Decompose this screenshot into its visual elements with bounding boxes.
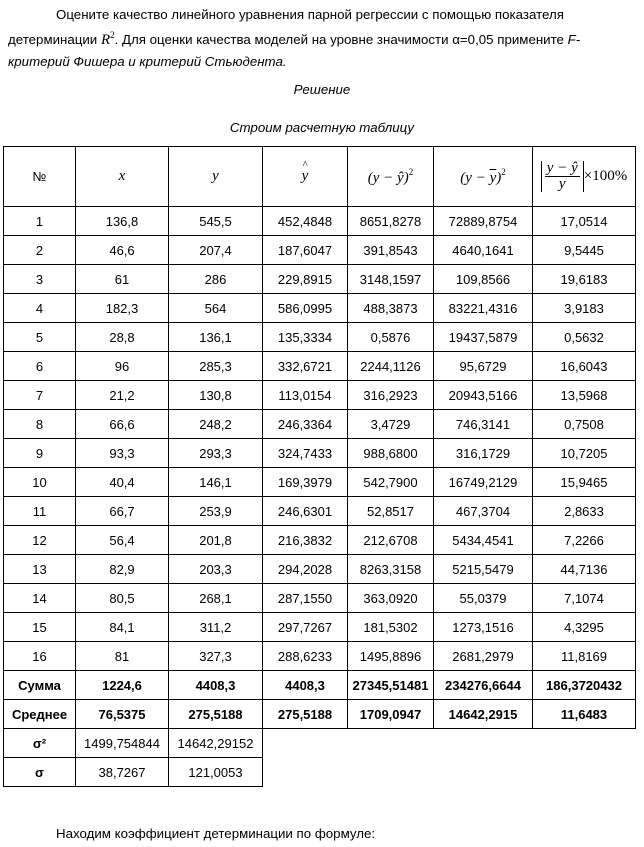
- table-cell: 3148,1597: [348, 265, 434, 294]
- table-body: [4, 207, 636, 787]
- table-cell: 96: [76, 352, 169, 381]
- table-cell: 0,7508: [533, 410, 636, 439]
- table-cell: 11,6483: [533, 700, 636, 729]
- table-cell: 216,3832: [263, 526, 348, 555]
- table-cell: 16: [4, 642, 76, 671]
- sigma-row: [4, 758, 636, 787]
- sq-dev-ybar: $\overline{y}$: [489, 169, 497, 186]
- table-cell: 84,1: [76, 613, 169, 642]
- table-cell: 16,6043: [533, 352, 636, 381]
- table-row: [4, 613, 636, 642]
- table-cell: 327,3: [169, 642, 263, 671]
- table-cell: 1224,6: [76, 671, 169, 700]
- table-cell: 136,1: [169, 323, 263, 352]
- table-cell: 1: [4, 207, 76, 236]
- empty-cell: [348, 729, 434, 758]
- table-cell: 988,6800: [348, 439, 434, 468]
- table-cell: 169,3979: [263, 468, 348, 497]
- table-cell: 13: [4, 555, 76, 584]
- header-relative-error: [533, 147, 636, 207]
- table-cell: 11: [4, 497, 76, 526]
- table-cell: 467,3704: [434, 497, 533, 526]
- table-cell: 130,8: [169, 381, 263, 410]
- table-cell: 6: [4, 352, 76, 381]
- relative-error-suffix: ×100%: [583, 167, 628, 184]
- solution-heading: Решение: [293, 82, 351, 97]
- table-cell: 9: [4, 439, 76, 468]
- mean-row: [4, 700, 636, 729]
- header-no: №: [4, 147, 76, 207]
- table-cell: 8: [4, 410, 76, 439]
- table-cell: Среднее: [4, 700, 76, 729]
- task-line-3: критерий Фишера и критерий Стьюдента.: [8, 54, 287, 69]
- table-cell: 109,8566: [434, 265, 533, 294]
- table-row: [4, 352, 636, 381]
- table-cell: 294,2028: [263, 555, 348, 584]
- table-cell: 82,9: [76, 555, 169, 584]
- header-yhat: [263, 147, 348, 207]
- empty-cell: [348, 758, 434, 787]
- sq-dev-y: y: [465, 169, 472, 186]
- table-cell: 12: [4, 526, 76, 555]
- empty-cell: [533, 729, 636, 758]
- relative-error-numerator: y − ŷ: [546, 160, 578, 176]
- table-cell: 3,9183: [533, 294, 636, 323]
- table-cell: 121,0053: [169, 758, 263, 787]
- table-cell: 3,4729: [348, 410, 434, 439]
- table-cell: 246,3364: [263, 410, 348, 439]
- r-squared-symbol: $R^2$: [100, 30, 115, 48]
- table-cell: 182,3: [76, 294, 169, 323]
- table-cell: 746,3141: [434, 410, 533, 439]
- table-cell: 5215,5479: [434, 555, 533, 584]
- relative-error-denominator: y: [558, 176, 566, 192]
- table-cell: 1495,8896: [348, 642, 434, 671]
- table-cell: 4640,1641: [434, 236, 533, 265]
- table-row: [4, 410, 636, 439]
- table-cell: 3: [4, 265, 76, 294]
- table-row: [4, 497, 636, 526]
- table-cell: 275,5188: [263, 700, 348, 729]
- table-cell: σ²: [4, 729, 76, 758]
- table-cell: 17,0514: [533, 207, 636, 236]
- table-cell: 316,1729: [434, 439, 533, 468]
- table-cell: 363,0920: [348, 584, 434, 613]
- header-row: [4, 147, 636, 207]
- calculation-table: [3, 146, 636, 787]
- table-cell: 15,9465: [533, 468, 636, 497]
- table-row: [4, 323, 636, 352]
- yhat-symbol: ^ y: [302, 168, 309, 185]
- table-cell: 52,8517: [348, 497, 434, 526]
- table-cell: 324,7433: [263, 439, 348, 468]
- task-line-1: Оцените качество линейного уравнения парной регрессии с помощью показателя: [56, 7, 564, 22]
- table-cell: 28,8: [76, 323, 169, 352]
- table-cell: 66,6: [76, 410, 169, 439]
- table-row: [4, 381, 636, 410]
- table-cell: 146,1: [169, 468, 263, 497]
- table-cell: 113,0154: [263, 381, 348, 410]
- table-cell: 95,6729: [434, 352, 533, 381]
- sum-row: [4, 671, 636, 700]
- relative-error-fraction: [541, 161, 584, 192]
- table-cell: 248,2: [169, 410, 263, 439]
- table-row: [4, 642, 636, 671]
- table-cell: 293,3: [169, 439, 263, 468]
- table-row: [4, 555, 636, 584]
- table-cell: 81: [76, 642, 169, 671]
- table-cell: 5: [4, 323, 76, 352]
- table-cell: 564: [169, 294, 263, 323]
- table-row: [4, 526, 636, 555]
- header-y: y: [169, 147, 263, 207]
- table-cell: 287,1550: [263, 584, 348, 613]
- table-cell: 21,2: [76, 381, 169, 410]
- table-cell: 268,1: [169, 584, 263, 613]
- table-row: [4, 584, 636, 613]
- table-cell: 83221,4316: [434, 294, 533, 323]
- table-cell: 181,5302: [348, 613, 434, 642]
- table-cell: 5434,4541: [434, 526, 533, 555]
- table-cell: 288,6233: [263, 642, 348, 671]
- squared-deviation-exp: 2: [501, 166, 506, 177]
- table-cell: 0,5632: [533, 323, 636, 352]
- table-row: [4, 207, 636, 236]
- table-cell: 332,6721: [263, 352, 348, 381]
- footer-text: Находим коэффициент детерминации по формуле:: [56, 826, 376, 841]
- table-cell: 203,3: [169, 555, 263, 584]
- header-x: x: [76, 147, 169, 207]
- table-cell: 8263,3158: [348, 555, 434, 584]
- task-line-2c: примените: [497, 32, 564, 47]
- table-cell: 80,5: [76, 584, 169, 613]
- table-cell: 7,2266: [533, 526, 636, 555]
- table-cell: 46,6: [76, 236, 169, 265]
- table-row: [4, 294, 636, 323]
- table-cell: 212,6708: [348, 526, 434, 555]
- table-cell: 246,6301: [263, 497, 348, 526]
- table-cell: 311,2: [169, 613, 263, 642]
- table-caption: Строим расчетную таблицу: [229, 120, 415, 135]
- table-row: [4, 265, 636, 294]
- table-cell: 44,7136: [533, 555, 636, 584]
- table-cell: 13,5968: [533, 381, 636, 410]
- table-cell: 2,8633: [533, 497, 636, 526]
- table-cell: 19,6183: [533, 265, 636, 294]
- table-cell: 15: [4, 613, 76, 642]
- alpha-value: α=0,05: [452, 32, 494, 47]
- table-cell: 7: [4, 381, 76, 410]
- table-cell: 2: [4, 236, 76, 265]
- table-cell: 0,5876: [348, 323, 434, 352]
- table-cell: 4: [4, 294, 76, 323]
- table-cell: 14: [4, 584, 76, 613]
- table-cell: 1709,0947: [348, 700, 434, 729]
- table-cell: 253,9: [169, 497, 263, 526]
- table-cell: 4408,3: [263, 671, 348, 700]
- empty-cell: [434, 729, 533, 758]
- table-cell: Сумма: [4, 671, 76, 700]
- table-cell: 187,6047: [263, 236, 348, 265]
- table-row: [4, 439, 636, 468]
- table-cell: 186,3720432: [533, 671, 636, 700]
- table-cell: 297,7267: [263, 613, 348, 642]
- table-cell: 27345,51481: [348, 671, 434, 700]
- table-cell: 207,4: [169, 236, 263, 265]
- table-cell: 10: [4, 468, 76, 497]
- table-cell: 38,7267: [76, 758, 169, 787]
- table-cell: 19437,5879: [434, 323, 533, 352]
- table-cell: 14642,2915: [434, 700, 533, 729]
- table-cell: 4,3295: [533, 613, 636, 642]
- f-letter: F-: [567, 32, 581, 47]
- table-cell: 8651,8278: [348, 207, 434, 236]
- table-cell: 66,7: [76, 497, 169, 526]
- table-cell: 229,8915: [263, 265, 348, 294]
- task-paragraph: [8, 4, 628, 72]
- table-cell: 234276,6644: [434, 671, 533, 700]
- variance-row: [4, 729, 636, 758]
- table-cell: 201,8: [169, 526, 263, 555]
- table-cell: 2244,1126: [348, 352, 434, 381]
- table-cell: 391,8543: [348, 236, 434, 265]
- table-cell: 7,1074: [533, 584, 636, 613]
- table-cell: 56,4: [76, 526, 169, 555]
- table-cell: 285,3: [169, 352, 263, 381]
- table-cell: 10,7205: [533, 439, 636, 468]
- header-squared-residual: [348, 147, 434, 207]
- table-cell: 286: [169, 265, 263, 294]
- table-cell: 586,0995: [263, 294, 348, 323]
- empty-cell: [533, 758, 636, 787]
- header-squared-deviation: $(y - \overline{y})^2$: [434, 147, 533, 207]
- table-cell: 488,3873: [348, 294, 434, 323]
- table-cell: 1499,754844: [76, 729, 169, 758]
- table-cell: 275,5188: [169, 700, 263, 729]
- task-line-2b: . Для оценки качества моделей на уровне значимости: [114, 32, 449, 47]
- table-cell: 2681,2979: [434, 642, 533, 671]
- table-cell: 1273,1516: [434, 613, 533, 642]
- empty-cell: [263, 758, 348, 787]
- table-cell: 14642,29152: [169, 729, 263, 758]
- table-cell: 135,3334: [263, 323, 348, 352]
- squared-residual-expr: (y − ŷ): [367, 169, 409, 186]
- table-cell: 20943,5166: [434, 381, 533, 410]
- table-row: [4, 236, 636, 265]
- table-cell: 93,3: [76, 439, 169, 468]
- table-cell: 76,5375: [76, 700, 169, 729]
- empty-cell: [263, 729, 348, 758]
- table-cell: 16749,2129: [434, 468, 533, 497]
- table-cell: 545,5: [169, 207, 263, 236]
- table-cell: 55,0379: [434, 584, 533, 613]
- table-row: [4, 468, 636, 497]
- table-cell: σ: [4, 758, 76, 787]
- table-cell: 4408,3: [169, 671, 263, 700]
- table-cell: 9,5445: [533, 236, 636, 265]
- table-cell: 11,8169: [533, 642, 636, 671]
- table-cell: 72889,8754: [434, 207, 533, 236]
- table-cell: 136,8: [76, 207, 169, 236]
- table-cell: 40,4: [76, 468, 169, 497]
- table-cell: 61: [76, 265, 169, 294]
- squared-residual-exp: 2: [408, 166, 414, 177]
- table-cell: 542,7900: [348, 468, 434, 497]
- table-cell: 452,4848: [263, 207, 348, 236]
- task-line-2a: детерминации: [8, 32, 98, 47]
- table-cell: 316,2923: [348, 381, 434, 410]
- empty-cell: [434, 758, 533, 787]
